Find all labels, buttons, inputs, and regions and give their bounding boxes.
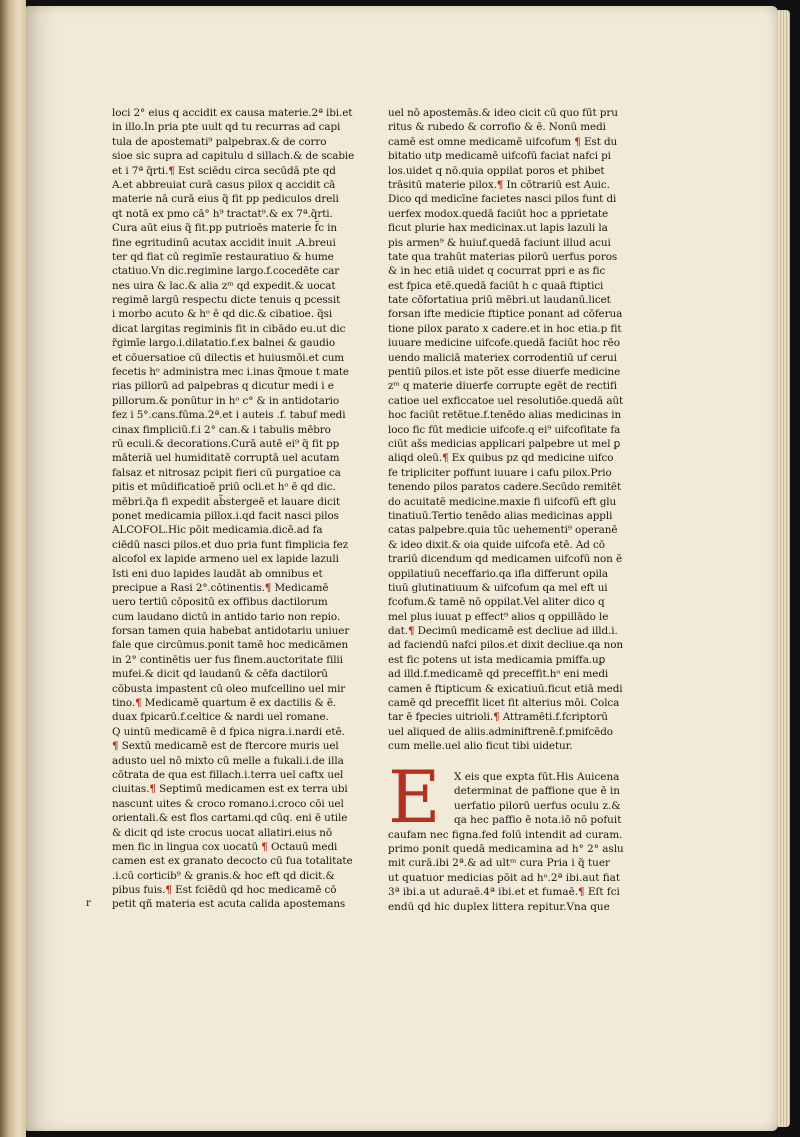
text-line: pis armen⁹ & huiuf.quedā faciunt illud acui [388, 236, 611, 249]
text-line: ad faciendū nafci pilos.et dixit decliue.qa non [388, 639, 623, 652]
text-line: pibus fuis.¶ Est fciēdū qd hoc medicamē cō [112, 884, 337, 897]
text-line: ctatiuo.Vn dic.regimine largo.f.cocedēte car [112, 265, 340, 278]
text-line: ponet medicamia pillox.i.qd facit nasci pilos [112, 509, 339, 522]
text-line: materie nā curā eius q̃ fit pp pediculos dreli [112, 193, 339, 206]
text-line: et cōuersatioe cū dilectis et huiusmōi.et cum [112, 351, 345, 364]
second-section-text [388, 770, 624, 914]
text-line: Q uintū medicamē ē d fpica nigra.i.nardi etē. [112, 725, 345, 738]
page-edges [778, 10, 790, 1127]
text-line: & in hec etiā uidet q cocurrat ppri e as fic [388, 265, 606, 278]
decorated-initial: E [388, 755, 441, 839]
text-line: bitatio utp medicamē uifcofū faciat nafci pi [388, 150, 611, 163]
text-line: ciūt ašs medicias applicari palpebre ut mel ꝑ [388, 437, 621, 450]
text-line: est fpica etē.quedā faciūt h c quaā ftiptici [388, 279, 604, 292]
text-line: camē qd preceffit licet fit alterius mōi. Colca [388, 697, 620, 710]
text-line: rias pillorū ad palpebras q dicutur medi i e [112, 380, 334, 393]
text-line: et i 7ª q̃rti.¶ Est sciēdu circa secūdā pte qd [112, 164, 336, 177]
paragraph-mark: ¶ [442, 452, 449, 465]
book-spine [0, 0, 26, 1137]
text-line: tenendo pilos paratos cadere.Secūdo remitēt [388, 481, 622, 494]
text-line: r̃gimīe largo.i.dilatatio.f.ex balnei & gaudio [112, 337, 335, 350]
text-line: cōtrata de qua est fillach.i.terra uel caftx uel [112, 768, 344, 781]
text-line: ad illd.f.medicamē qd preceffit.hᵒ eni medi [388, 668, 609, 681]
text-line: oppilatiuū neceffario.qa ifla differunt opila [388, 567, 608, 580]
paragraph-mark: ¶ [574, 135, 581, 148]
text-line: loci 2° eius q accidit ex causa materie.2ª ibi.et [112, 107, 353, 119]
paragraph-mark: ¶ [578, 886, 585, 899]
text-line: ¶ Sextū medicamē est de ftercore muris uel [112, 740, 339, 753]
text-line: tinatiuū.Tertio tenēdo alias medicinas appli [388, 509, 613, 522]
text-line: catas palpebre.quia tūc uehementi⁹ operanē [388, 524, 618, 537]
text-line: camen est ex granato decocto cū fua totalitate [112, 855, 353, 868]
text-line: alcofol ex lapide armeno uel ex lapide lazuli [112, 553, 339, 566]
text-line: forsan tamen quia habebat antidotariu uniuer [112, 625, 350, 638]
text-line: orientali.& est flos cartami.qd cūq. eni ē utile [112, 812, 348, 825]
text-line: zᵐ q materie diuerfe corrupte egēt de rectifi [388, 380, 617, 393]
text-line: catioe uel exficcatoe uel resolutiōe.quedā aūt [388, 394, 624, 407]
text-line: nascunt uites & croco romano.i.croco cōi uel [112, 797, 344, 810]
paragraph-mark: ¶ [407, 625, 415, 638]
text-line: determinat de paffione que ē in [454, 785, 620, 798]
text-line: rū eculi.& decorations.Curā autē ei⁹ q̃ fit pp [112, 437, 340, 450]
right-text-column [388, 106, 624, 754]
text-line: do acuitatē medicine.maxie fi uifcofū eft glu [388, 495, 617, 508]
paragraph-mark: ¶ [165, 884, 172, 897]
text-line: fez i 5°.cans.fūma.2ª.et i auteis .f. tabuf medi [112, 409, 346, 422]
text-line: fe tripliciter poffunt iuuare i cafu pilox.Prio [388, 466, 612, 479]
margin-mark: r [86, 898, 91, 909]
text-line: caufam nec figna.fed folū intendit ad curam. [388, 828, 623, 841]
paragraph-mark: ¶ [496, 178, 504, 191]
text-line: tula de apostemati⁹ palpebrax.& de corro [112, 135, 327, 148]
text-line: endū qd hic duplex littera repitur.Vna que [388, 900, 610, 913]
text-line: hoc faciūt retētue.f.tenēdo alias medicinas in [388, 409, 622, 422]
text-line: dicat largitas regiminis fit in cibādo eu.ut dic [112, 322, 346, 335]
text-line: uendo maliciā materiex corrodentiū uf cerui [388, 351, 617, 364]
text-line: dat.¶ Decimū medicamē est decliue ad illd.i. [388, 625, 618, 638]
text-line: los.uidet q nō.quia oppilat poros et phibet [388, 164, 605, 177]
text-line: fecetis hᵒ administra mec i.inas q̃moue t mate [112, 366, 349, 379]
text-line: uerfatio pilorū uerfus oculu z.& [454, 799, 621, 812]
text-line: regimē largū respectu dicte tenuis q pcessit [112, 294, 341, 307]
text-line: ALCOFOL.Hic pōit medicamia.dicē.ad fa [112, 524, 323, 537]
text-line: mufei.& dicit qd laudanū & cēfa dactilorū [112, 668, 328, 681]
text-line: primo ponit quedā medicamina ad h° 2° aslu [388, 842, 624, 855]
text-line: uero tertiū cōpositū ex offibus dactilorum [112, 596, 328, 609]
text-line: in 2° continētis uer fus finem.auctoritate filii [112, 653, 343, 666]
text-line: pillorum.& ponūtur in hᵒ c° & in antidotario [112, 394, 339, 407]
text-line: falsaz et nitrosaz pcipit fieri cū purgatioe ca [112, 466, 341, 479]
text-line: iuuare medicine uifcofe.quedā faciūt hoc rēo [388, 337, 620, 350]
text-line: adusto uel nō mixto cū melle a fukali.i.de illa [112, 754, 344, 767]
text-line: uel nō apostemās.& ideo cicit cū quo fūt pru [388, 107, 618, 119]
text-line: duax fpicarū.f.celtice & nardi uel romane. [112, 711, 329, 724]
text-line: mēbri.q̃a fi expedit ab̃stergeē et lauare dicit [112, 495, 341, 508]
text-line: ter qd fiat cū regimīe restauratiuo & hume [112, 250, 334, 263]
text-line: camē est omne medicamē uifcofum ¶ Est du [388, 135, 618, 148]
text-line: loco fic fūt medicie uifcofe.q ei⁹ uifcofitate fa [388, 423, 621, 436]
paragraph-mark: ¶ [264, 581, 272, 594]
text-line: & ideo dixit.& oia quide uifcofa etē. Ad cō [388, 538, 605, 551]
paragraph-mark: ¶ [261, 840, 268, 853]
text-line: tate qua trahūt materias pilorū uerfus poros [388, 250, 618, 263]
text-line: ciuitas.¶ Septimū medicamen est ex terra ubi [112, 783, 348, 796]
text-line: pitis et mūdificatioē priū ocli.et hᵒ ē qd dic. [112, 481, 336, 494]
text-line: tate cōfortatiua priū mēbri.ut laudanū.licet [388, 294, 611, 307]
text-line: trariū dicendum qd medicamen uifcofū non ē [388, 553, 623, 566]
text-line: i morbo acuto & hᵒ ē qd dic.& cibatioe. q̃si [112, 308, 333, 321]
text-line: trāsitū materie pilox.¶ In cōtrariū est Auic. [388, 178, 610, 191]
text-line: est fic potens ut ista medicamia pmiffa.uꝑ [388, 653, 606, 666]
text-line: cōbusta impastent cū oleo mufcellino uel mir [112, 682, 346, 695]
text-line: in illo.In pria pte uult qd tu recurras ad capi [112, 121, 341, 134]
text-line: ficut plurie hax medicinax.ut lapis lazuli la [388, 222, 608, 235]
text-line: fale que circūmus.ponit tamē hoc medicāmen [112, 639, 349, 652]
paragraph-mark: ¶ [112, 740, 119, 753]
text-line: .i.cū corticib⁹ & granis.& hoc eft qd dicit.& [112, 869, 335, 882]
text-line: petit qñ materia est acuta calida apostemans [112, 898, 346, 911]
text-line: tino.¶ Medicamē quartum ē ex dactilis & ē. [112, 697, 337, 710]
text-line: pentiū pilos.et iste pōt esse diuerfe medicine [388, 366, 621, 379]
paragraph-mark: ¶ [168, 164, 175, 177]
text-line: men fic in lingua cox uocatū ¶ Octauū medi [112, 840, 338, 853]
text-line: uel aliqued de aliis.adminiftrenē.f.pmifcēdo [388, 725, 613, 738]
text-line: A.et abbreuiat curā casus pilox q accidit cā [112, 178, 336, 191]
text-line: & dicit qd iste crocus uocat allatiri.eius nō [112, 826, 333, 839]
text-line: mel plus iuuat p effect⁹ alios q oppillādo le [388, 610, 609, 623]
text-line: fine egritudinū acutax accidit inuit .A.breui [112, 236, 336, 249]
text-line: forsan ifte medicie ftiptice ponant ad cōferua [388, 308, 623, 321]
paragraph-mark: ¶ [135, 697, 142, 710]
text-line: māteriā uel humiditatē corruptā uel acutam [112, 452, 340, 465]
text-line: 3ª ibi.a ut aduraē.4ª ibi.et et fumaē.¶ Eſt fci [388, 886, 620, 899]
text-line: camen ē ftipticum & exicatiuū.ficut etiā medi [388, 682, 623, 695]
text-line: sioe sic supra ad capitulu d sillach.& de scabie [112, 150, 355, 163]
text-line: ciēdū nasci pilos.et duo pria funt fimplicia fez [112, 538, 349, 551]
text-line: aliqd oleū.¶ Ex quibus pz qd medicine uifco [388, 452, 614, 465]
text-line: Isti eni duo lapides laudāt ab omnibus et [112, 567, 323, 580]
text-line: cum laudano dictū in antido tario non repio. [112, 610, 341, 623]
text-line: uerfex modox.quedā faciūt hoc a pprietate [388, 207, 609, 220]
text-line: cinax fimpliciū.f.i 2° can.& i tabulis mēbro [112, 423, 331, 436]
text-line: qa hec paffio ē nota.iō nō pofuit [454, 814, 622, 827]
paragraph-mark: ¶ [149, 783, 156, 796]
text-line: Dico qd medicīne facietes nasci pilos funt di [388, 193, 617, 206]
text-line: nes uira & lac.& alia zᵐ qd expedit.& uocat [112, 279, 336, 292]
paragraph-mark: ¶ [493, 711, 500, 724]
text-line: ut quatuor medicias pōit ad hᵒ.2ª ibi.aut fiat [388, 871, 621, 884]
text-line: Cura aūt eius q̃ fit.pp putrioēs materie f̃c in [112, 222, 337, 235]
text-line: tar ē fpecies uitrioli.¶ Attramēti.f.fcriptorū [388, 711, 608, 724]
text-line: tiuū glutinatiuum & uifcofum qa mel eft ui [388, 581, 608, 594]
text-line: precipue a Rasi 2°.cōtinentis.¶ Medicamē [112, 581, 329, 594]
left-text-column [112, 106, 355, 912]
text-line: mit curā.ibi 2ª.& ad ultᵐ cura Pria i q̃ tuer [388, 857, 610, 870]
text-line: ritus & rubedo & corrofio & ē. Nonū medi [388, 121, 606, 134]
text-line: fcofum.& tamē nō oppilat.Vel aliter dico q [388, 596, 605, 609]
text-line: X eis que expta fūt.His Auicena [454, 771, 620, 783]
text-line: tione pilox parato x cadere.et in hoc etia.p fit [388, 322, 622, 335]
text-line: qt notā ex pmo cā° h⁹ tractat⁹.& ex 7ª.q̃rti. [112, 207, 333, 220]
text-line: cum melle.uel alio ficut tibi uidetur. [388, 740, 573, 753]
